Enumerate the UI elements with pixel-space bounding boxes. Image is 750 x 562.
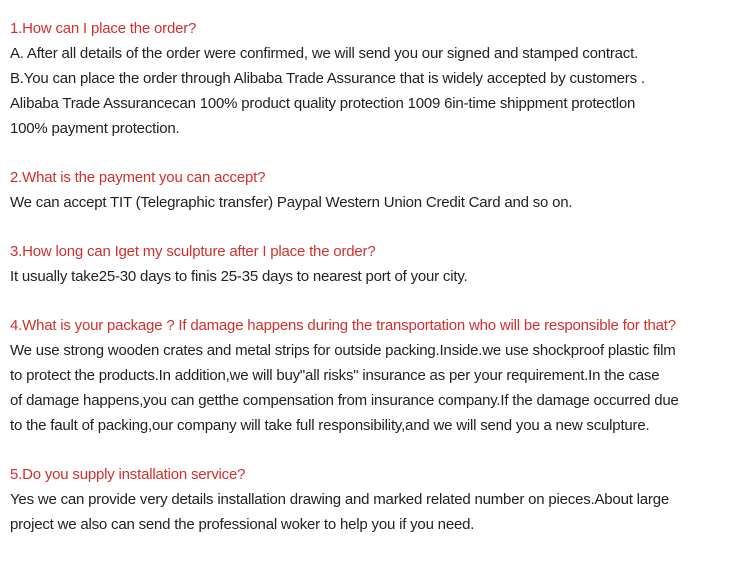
faq-answer-line: We use strong wooden crates and metal strips for outside packing.Inside.we use shockproof plastic film bbox=[10, 342, 676, 359]
faq-answer-line: We can accept TIT (Telegraphic transfer) Paypal Western Union Credit Card and so on. bbox=[10, 194, 573, 211]
faq-answer-line: Alibaba Trade Assurancecan 100% product quality protection 1009 6in-time shippment protectlon bbox=[10, 95, 636, 112]
faq-answer-line: It usually take25-30 days to finis 25-35 days to nearest port of your city. bbox=[10, 268, 468, 285]
faq-answer-line: to the fault of packing,our company will take full responsibility,and we will send you a new sculpture. bbox=[10, 417, 650, 434]
faq-section-2 bbox=[10, 165, 742, 215]
faq-question: 4.What is your package ? If damage happens during the transportation who will be responsible for that? bbox=[10, 317, 676, 334]
faq-answer-line: Yes we can provide very details installation drawing and marked related number on pieces.About large bbox=[10, 491, 670, 508]
faq-answer-line: project we also can send the professional woker to help you if you need. bbox=[10, 516, 475, 533]
faq-answer-line: A. After all details of the order were confirmed, we will send you our signed and stamped contract. bbox=[10, 45, 639, 62]
faq-question: 1.How can I place the order? bbox=[10, 20, 197, 37]
faq-section-4 bbox=[10, 313, 742, 438]
faq-answer-line: 100% payment protection. bbox=[10, 120, 180, 137]
faq-section-5 bbox=[10, 462, 742, 537]
faq-answer-line: B.You can place the order through Alibaba Trade Assurance that is widely accepted by customers . bbox=[10, 70, 645, 87]
faq-answer-line: of damage happens,you can getthe compensation from insurance company.If the damage occurred due bbox=[10, 392, 679, 409]
faq-question: 3.How long can Iget my sculpture after I place the order? bbox=[10, 243, 376, 260]
faq-question: 2.What is the payment you can accept? bbox=[10, 169, 266, 186]
faq-document bbox=[10, 16, 742, 537]
faq-section-3 bbox=[10, 239, 742, 289]
faq-section-1 bbox=[10, 16, 742, 141]
faq-question: 5.Do you supply installation service? bbox=[10, 466, 246, 483]
faq-answer-line: to protect the products.In addition,we will buy"all risks" insurance as per your requirement.In the case bbox=[10, 367, 660, 384]
